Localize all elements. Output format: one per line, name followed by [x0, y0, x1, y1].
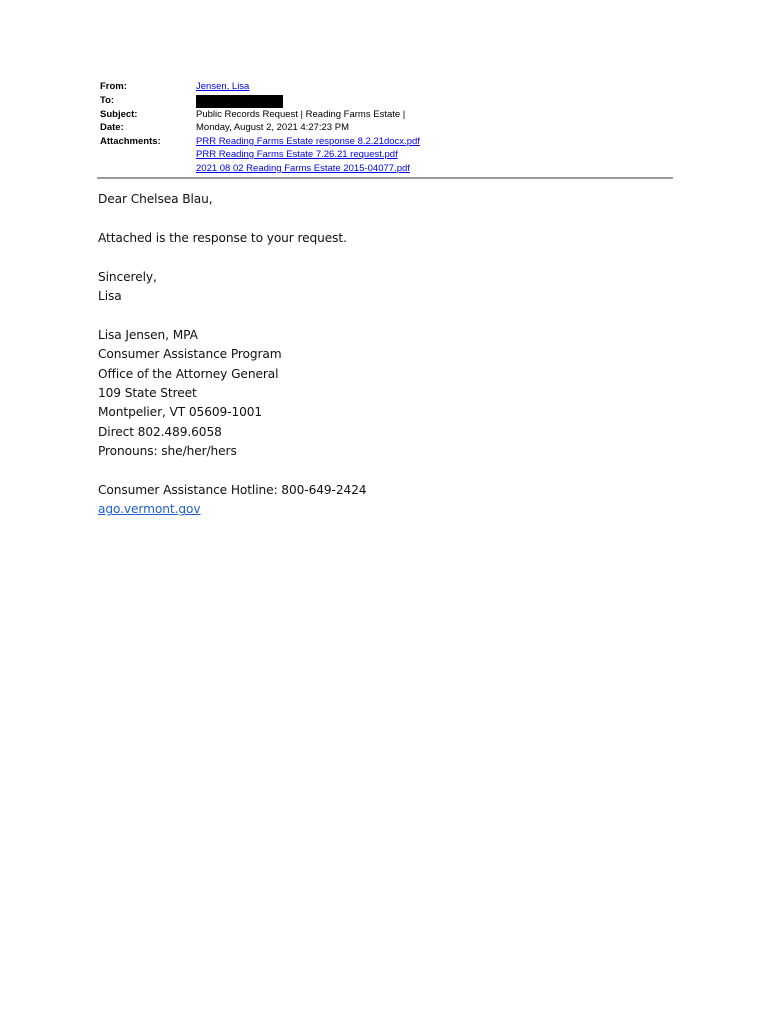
attachment-link[interactable]: 2021 08 02 Reading Farms Estate 2015-04077.pdf	[196, 162, 410, 174]
website-link[interactable]: ago.vermont.gov	[98, 502, 201, 517]
date-label: Date:	[100, 122, 124, 133]
date-row	[100, 121, 660, 135]
closing-name: Lisa	[98, 289, 122, 303]
to-label: To:	[100, 94, 115, 106]
hotline-text: Consumer Assistance Hotline: 800-649-2424	[98, 483, 367, 498]
subject-label: Subject:	[100, 108, 138, 120]
from-row	[100, 80, 660, 94]
attachments-list	[196, 135, 660, 176]
signature-office: Office of the Attorney General	[98, 366, 279, 381]
header-divider	[97, 177, 673, 179]
subject-value: Public Records Request | Reading Farms Estate |	[196, 108, 406, 120]
greeting: Dear Chelsea Blau,	[98, 192, 213, 206]
date-value: Monday, August 2, 2021 4:27:23 PM	[196, 122, 349, 133]
subject-row	[100, 108, 660, 122]
from-sender-link[interactable]: Jensen, Lisa	[196, 81, 250, 92]
from-label: From:	[100, 81, 127, 92]
attachment-link[interactable]: PRR Reading Farms Estate response 8.2.21docx.pdf	[196, 135, 420, 147]
closing: Sincerely,	[98, 269, 157, 284]
signature-city: Montpelier, VT 05609-1001	[98, 405, 263, 420]
email-header	[100, 80, 660, 175]
signature-name: Lisa Jensen, MPA	[98, 327, 198, 342]
signature-direct-phone: Direct 802.489.6058	[98, 424, 222, 439]
signature-block	[98, 326, 658, 462]
message-text: Attached is the response to your request.	[98, 230, 347, 245]
signature-program: Consumer Assistance Program	[98, 347, 282, 362]
signature-pronouns: Pronouns: she/her/hers	[98, 444, 237, 459]
attachments-label: Attachments:	[100, 135, 161, 147]
attachment-link[interactable]: PRR Reading Farms Estate 7.26.21 request.pdf	[196, 149, 398, 160]
attachments-row	[100, 135, 660, 176]
to-row	[100, 94, 660, 108]
signature-street: 109 State Street	[98, 386, 197, 401]
redacted-recipient	[196, 95, 283, 108]
email-body	[98, 190, 658, 520]
